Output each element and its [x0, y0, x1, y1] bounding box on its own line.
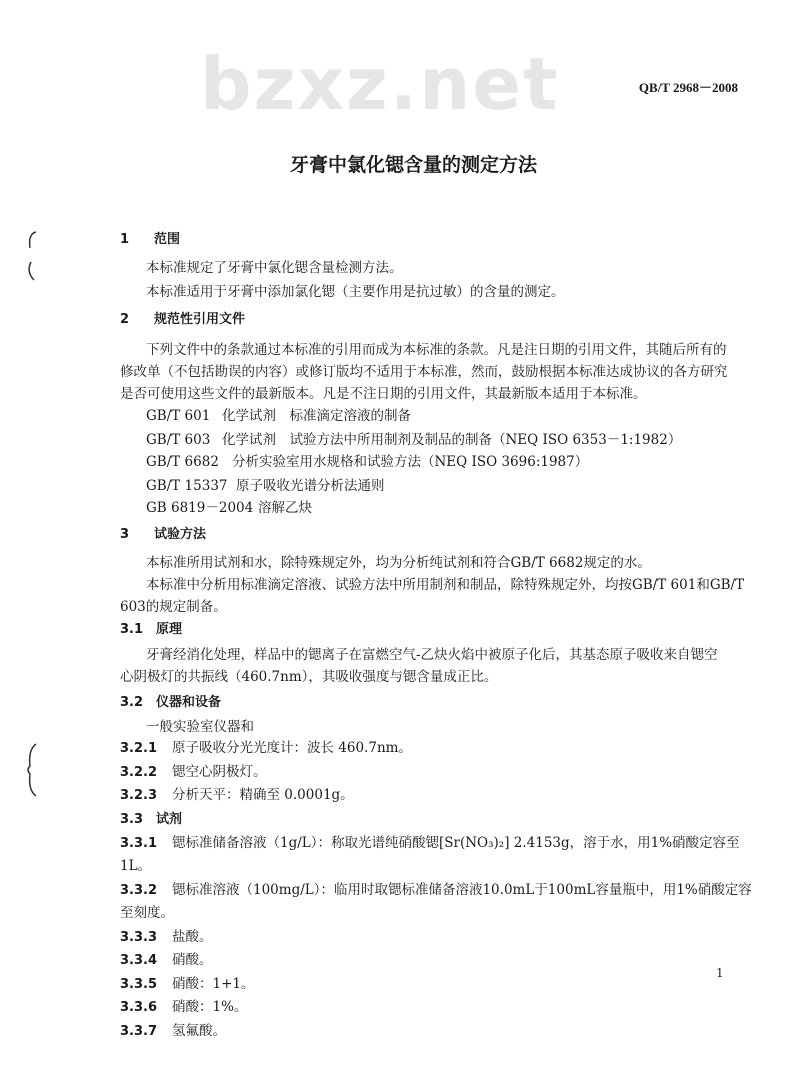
list-item: 3.3.2 锶标准溶液（100mg/L）：临用时取锶标准储备溶液10.0mL于100mL容量瓶中，用1%硝酸定容	[120, 882, 752, 898]
page-number: 1	[716, 966, 724, 980]
list-item: 3.3.7 氢氟酸。	[120, 1023, 226, 1039]
paragraph: 心阴极灯的共振线（460.7nm），其吸收强度与锶含量成正比。	[120, 669, 498, 685]
list-item: 3.2.1 原子吸收分光光度计：波长 460.7nm。	[120, 740, 412, 756]
document-title: 牙膏中氯化锶含量的测定方法	[290, 154, 538, 176]
paragraph: 牙膏经消化处理，样品中的锶离子在富燃空气-乙炔火焰中被原子化后，其基态原子吸收来自锶空	[146, 647, 718, 663]
section-1-heading: 1 范围	[120, 232, 181, 247]
paragraph: 修改单（不包括勘误的内容）或修订版均不适用于本标准，然而，鼓励根据本标准达成协议的各方研究	[120, 364, 728, 380]
list-item: 3.3.6 硝酸：1%。	[120, 999, 248, 1015]
list-item: 3.2.2 锶空心阴极灯。	[120, 764, 267, 780]
paragraph: 下列文件中的条款通过本标准的引用而成为本标准的条款。凡是注日期的引用文件，其随后所有的	[146, 342, 727, 358]
watermark: bzxz.net	[200, 42, 560, 126]
paragraph: 603的规定制备。	[120, 599, 227, 615]
paragraph: 一般实验室仪器和	[146, 719, 254, 735]
section-3-1-heading: 3.1 原理	[120, 622, 183, 637]
paragraph: 本标准所用试剂和水，除特殊规定外，均为分析纯试剂和符合GB/T 6682规定的水。	[146, 555, 651, 571]
paragraph: 是否可使用这些文件的最新版本。凡是不注日期的引用文件，其最新版本适用于本标准。	[120, 386, 647, 402]
section-2-heading: 2 规范性引用文件	[120, 312, 246, 327]
list-item: 3.3.1 锶标准储备溶液（1g/L）：称取光谱纯硝酸锶[Sr(NO₃)₂] 2.4153g，溶于水，用1%硝酸定容至	[120, 835, 740, 851]
section-3-3-heading: 3.3 试剂	[120, 812, 183, 827]
reference-item: GB/T 15337 原子吸收光谱分析法通则	[146, 478, 385, 494]
reference-item: GB/T 603 化学试剂 试验方法中所用制剂及制品的制备（NEQ ISO 6353－1:1982）	[146, 432, 682, 448]
list-item: 3.3.5 硝酸：1+1。	[120, 976, 255, 992]
section-3-2-heading: 3.2 仪器和设备	[120, 695, 222, 710]
paragraph: 本标准规定了牙膏中氯化锶含量检测方法。	[146, 260, 403, 276]
reference-item: GB/T 601 化学试剂 标准滴定溶液的制备	[146, 408, 411, 424]
list-item: 3.2.3 分析天平：精确至 0.0001g。	[120, 787, 354, 803]
reference-item: GB/T 6682 分析实验室用水规格和试验方法（NEQ ISO 3696:1987）	[146, 454, 589, 470]
paragraph: 本标准适用于牙膏中添加氯化锶（主要作用是抗过敏）的含量的测定。	[146, 284, 565, 300]
list-item: 3.3.4 硝酸。	[120, 952, 213, 968]
standard-code: QB/T 2968－2008	[638, 80, 738, 95]
list-item: 3.3.3 盐酸。	[120, 929, 213, 945]
margin-bracket-mark	[22, 228, 42, 288]
section-3-heading: 3 试验方法	[120, 527, 207, 542]
reference-item: GB 6819－2004 溶解乙炔	[146, 500, 312, 516]
margin-bracket-mark	[22, 740, 42, 800]
list-item-continuation: 至刻度。	[120, 905, 174, 921]
paragraph: 本标准中分析用标准滴定溶液、试验方法中所用制剂和制品，除特殊规定外，均按GB/T 601和GB/T	[146, 577, 745, 593]
list-item-continuation: 1L。	[120, 858, 152, 874]
